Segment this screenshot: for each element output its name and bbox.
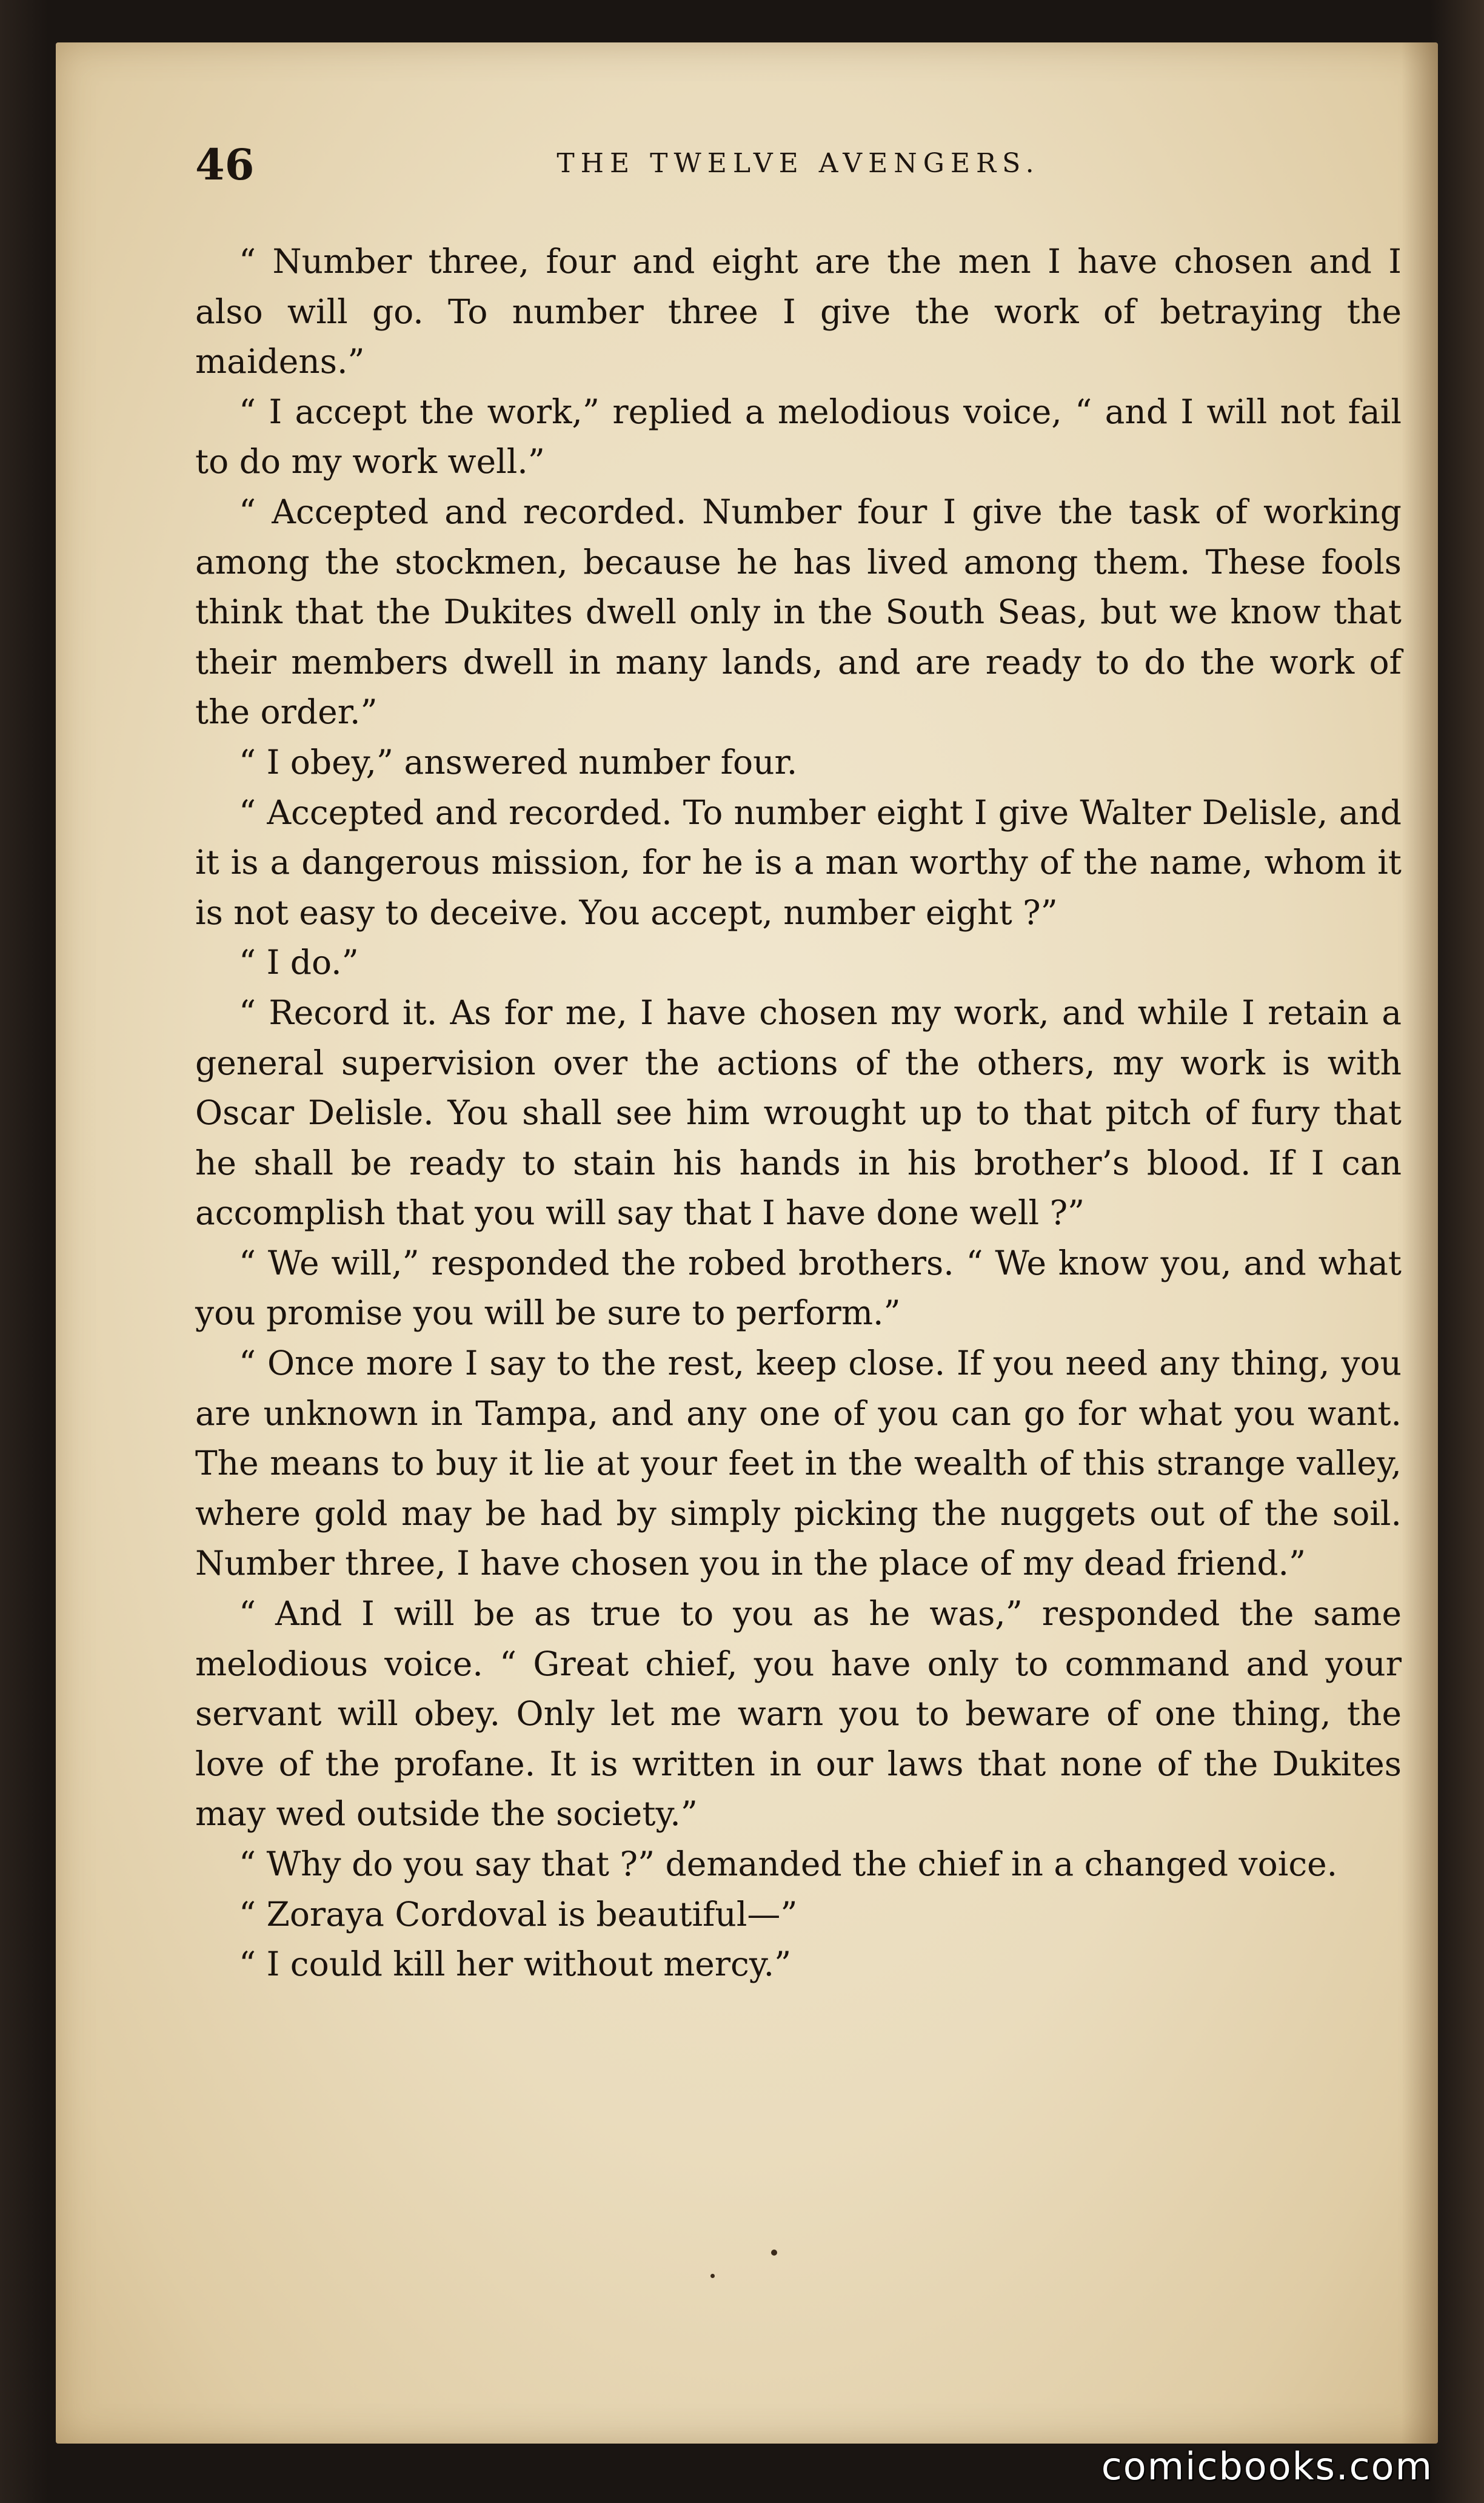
paragraph: “ Accepted and recorded. Number four I give the task of working among the stockmen, because he has lived among them. These fools think that the Dukites dwell only in the South Seas, but we know that their members dwell in many lands, and are ready to do the work of the order.” [195, 492, 1402, 732]
site-watermark: comicbooks.com [1101, 2444, 1433, 2488]
page-edge-shadow [1402, 42, 1438, 2444]
paragraph: “ Number three, four and eight are the men I have chosen and I also will go. To number three I give the work of betraying the maidens.” [195, 242, 1402, 381]
ink-fleck [771, 2250, 777, 2256]
running-title: THE TWELVE AVENGERS. [556, 148, 1040, 179]
paragraph: “ I could kill her without mercy.” [239, 1945, 792, 1984]
paragraph: “ Accepted and recorded. To number eight I give Walter Delisle, and it is a dangerous mission, for he is a man worthy of the name, whom it is not easy to deceive. You accept, number eight ?” [195, 792, 1402, 932]
body-text [195, 236, 1402, 1989]
paragraph: “ Why do you say that ?” demanded the chief in a changed voice. [239, 1845, 1338, 1883]
paragraph: “ Zoraya Cordoval is beautiful—” [239, 1894, 798, 1934]
paragraph: “ We will,” responded the robed brothers. “ We know you, and what you promise you will be sure to perform.” [195, 1243, 1402, 1333]
paragraph: “ Record it. As for me, I have chosen my work, and while I retain a general supervision over the actions of the others, my work is with Oscar Delisle. You shall see him wrought up to that pitch of fury that he shall be ready to stain his hands in his brother’s blood. If I can accomplish that you will say that I have done well ?” [195, 993, 1402, 1233]
page-header [195, 139, 1402, 212]
paragraph: “ And I will be as true to you as he was,” responded the same melodious voice. “ Great chief, you have only to command and your servant will obey. Only let me warn you to beware of one thing, the love of the profane. It is written in our laws that none of the Dukites may wed outside the society.” [195, 1594, 1402, 1834]
paragraph: “ I accept the work,” replied a melodious voice, “ and I will not fail to do my work well.” [195, 392, 1402, 481]
page-number: 46 [195, 139, 255, 190]
paragraph: “ I do.” [239, 943, 359, 982]
ink-fleck [710, 2274, 715, 2278]
book-page [56, 42, 1438, 2444]
paragraph: “ Once more I say to the rest, keep close. If you need any thing, you are unknown in Tampa, and any one of you can go for what you want. The means to buy it lie at your feet in the wealth of this strange valley, where gold may be had by simply picking the nuggets out of the soil. Number three, I have chosen you in the place of my dead friend.” [195, 1344, 1402, 1583]
paragraph: “ I obey,” answered number four. [239, 742, 798, 782]
